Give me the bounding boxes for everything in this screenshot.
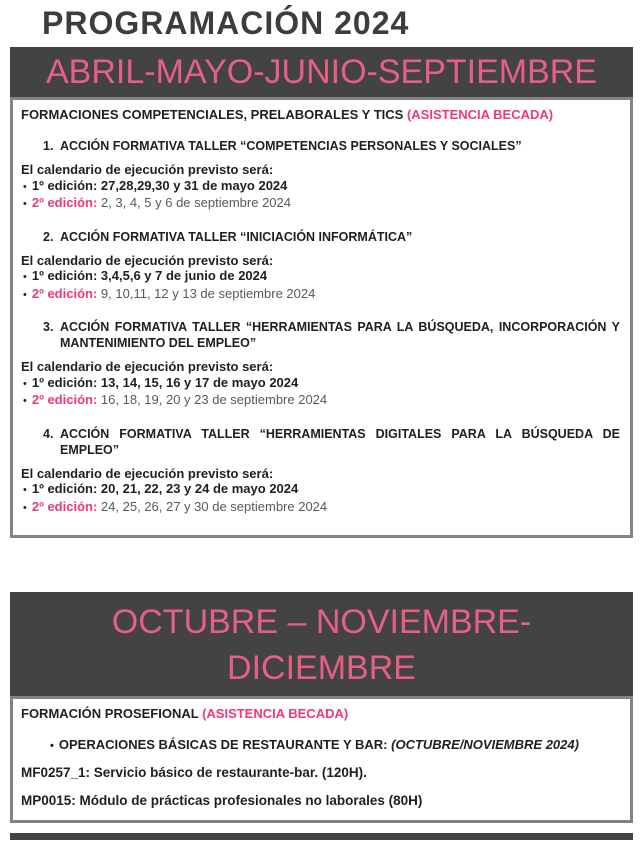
- course-title: OPERACIONES BÁSICAS DE RESTAURANTE Y BAR:: [58, 737, 388, 752]
- bullet-icon: •: [23, 180, 27, 193]
- edition1-dates: 27,28,29,30 y 31 de mayo 2024: [100, 177, 288, 193]
- bullet-icon: •: [23, 377, 27, 390]
- calendar-label: El calendario de ejecución previsto será:: [21, 359, 274, 374]
- module-line-1: MF0257_1: Servicio básico de restaurante-bar. (120H).: [21, 765, 367, 780]
- course-line: [48, 737, 622, 752]
- edition2-line: [21, 286, 622, 304]
- section1-banner: [10, 47, 633, 97]
- edition2-label: 2º edición:: [31, 195, 98, 210]
- page-title: PROGRAMACIÓN 2024: [42, 5, 410, 41]
- section1-header-badge: (ASISTENCIA BECADA): [406, 107, 554, 122]
- bullet-icon: •: [23, 501, 27, 514]
- calendar-label: El calendario de ejecución previsto será:: [21, 465, 274, 481]
- item-title: ACCIÓN FORMATIVA TALLER “HERRAMIENTAS PARA LA BÚSQUEDA, INCORPORACIÓN Y MANTENIMIENTO DEL EMPLEO”: [60, 320, 620, 350]
- edition2-dates: 24, 25, 26, 27 y 30 de septiembre 2024: [100, 498, 328, 514]
- module-line-2: MP0015: Módulo de prácticas profesionales no laborales (80H): [21, 793, 423, 808]
- bullet-icon: •: [50, 740, 54, 752]
- item-number: 4.: [43, 426, 54, 441]
- page: [0, 3, 643, 840]
- edition2-dates: 9, 10,11, 12 y 13 de septiembre 2024: [100, 285, 316, 301]
- calendar-block-4: [21, 466, 622, 517]
- item-number: 2.: [43, 229, 54, 244]
- edition1-label: 1º edición:: [31, 374, 98, 390]
- calendar-label: El calendario de ejecución previsto será:: [21, 162, 274, 177]
- edition2-label: 2º edición:: [31, 285, 98, 301]
- section1-header: [21, 107, 622, 122]
- item-title: ACCIÓN FORMATIVA TALLER “HERRAMIENTAS DIGITALES PARA LA BÚSQUEDA DE EMPLEO”: [60, 426, 620, 457]
- bullet-icon: •: [23, 484, 27, 496]
- section1-banner-text: ABRIL-MAYO-JUNIO-SEPTIEMBRE: [46, 53, 597, 91]
- edition1-line: [21, 481, 622, 499]
- calendar-label: El calendario de ejecución previsto será:: [21, 252, 274, 268]
- edition1-line: [21, 268, 622, 286]
- edition2-label: 2º edición:: [31, 498, 98, 514]
- section1-box: [10, 97, 633, 538]
- edition1-dates: 13, 14, 15, 16 y 17 de mayo 2024: [100, 374, 299, 390]
- edition2-dates: 2, 3, 4, 5 y 6 de septiembre 2024: [100, 195, 291, 210]
- bullet-icon: •: [23, 395, 27, 407]
- edition1-line: [21, 178, 622, 196]
- course-item-2: [43, 229, 620, 245]
- edition2-label: 2º edición:: [31, 392, 98, 407]
- calendar-block-2: [21, 253, 622, 304]
- course-item-4: [43, 426, 620, 458]
- section2-header: [21, 706, 622, 721]
- course-item-3: [43, 319, 620, 351]
- edition1-label: 1º edición:: [31, 268, 98, 283]
- calendar-block-1: [21, 162, 622, 213]
- section2-header-badge: (ASISTENCIA BECADA): [202, 706, 349, 721]
- section1-header-text: FORMACIONES COMPETENCIALES, PRELABORALES Y TICS: [21, 107, 404, 122]
- edition2-dates: 16, 18, 19, 20 y 23 de septiembre 2024: [100, 392, 328, 407]
- course-item-1: [43, 138, 620, 154]
- item-number: 1.: [43, 139, 54, 153]
- section2-banner-line2: DICIEMBRE: [227, 649, 416, 687]
- edition2-line: [21, 392, 622, 410]
- edition1-label: 1º edición:: [31, 177, 98, 193]
- section2-box: [10, 696, 633, 823]
- section2-header-text: FORMACIÓN PROSEFIONAL: [21, 706, 199, 721]
- calendar-block-3: [21, 359, 622, 410]
- edition2-line: [21, 195, 622, 213]
- item-title: ACCIÓN FORMATIVA TALLER “COMPETENCIAS PERSONALES Y SOCIALES”: [60, 139, 522, 153]
- item-title: ACCIÓN FORMATIVA TALLER “INICIACIÓN INFORMÁTICA”: [60, 229, 413, 244]
- edition2-line: [21, 499, 622, 517]
- edition1-dates: 3,4,5,6 y 7 de junio de 2024: [100, 268, 268, 283]
- bullet-icon: •: [23, 198, 27, 210]
- edition1-dates: 20, 21, 22, 23 y 24 de mayo 2024: [100, 481, 299, 496]
- edition1-line: [21, 375, 622, 393]
- bullet-icon: •: [23, 288, 27, 301]
- item-number: 3.: [43, 320, 54, 334]
- section2-banner-line1: OCTUBRE – NOVIEMBRE-: [111, 603, 532, 641]
- bullet-icon: •: [23, 271, 27, 283]
- edition1-label: 1º edición:: [31, 481, 98, 496]
- section2-banner: [10, 592, 633, 696]
- course-date: (OCTUBRE/NOVIEMBRE 2024): [391, 737, 579, 752]
